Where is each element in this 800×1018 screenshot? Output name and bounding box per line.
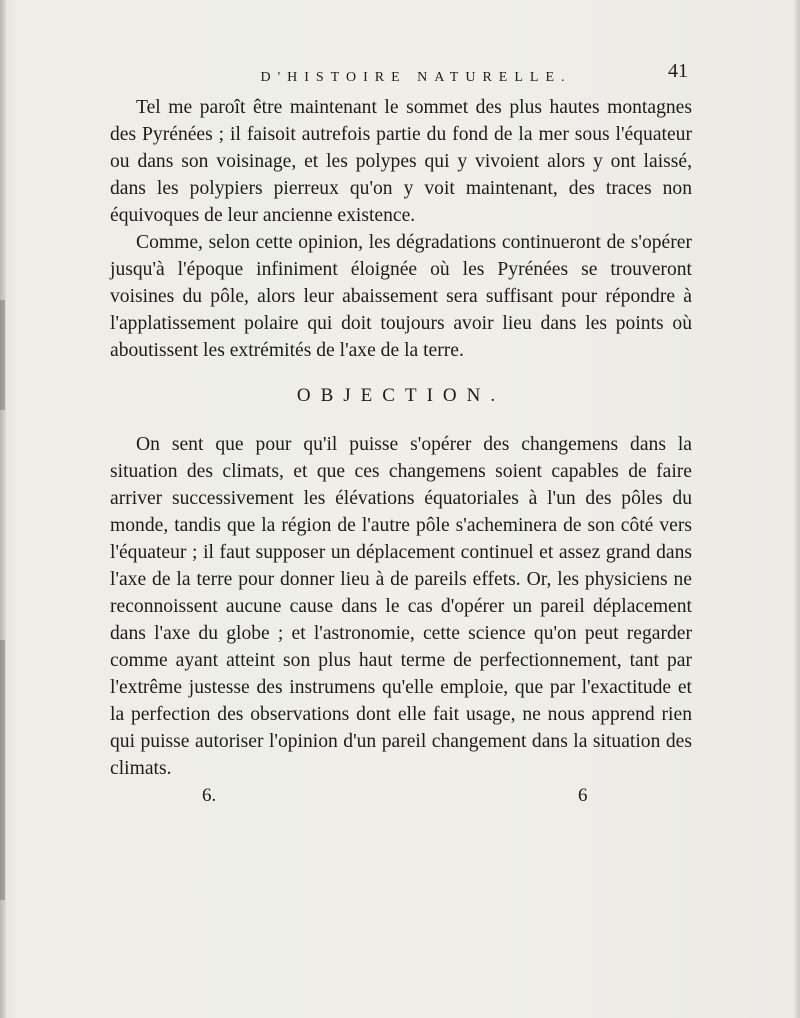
paragraph-3-text: On sent que pour qu'il puisse s'opérer des changemens dans la situation des climats, et que ces changemens soient capables de faire arriver successivement les élévations équatoriales à l'un des pôles du monde, tandis que la région de l'autre pôle s'acheminera de son côté vers l'équateur ; il faut supposer un déplacement continuel et assez grand dans l'axe de la terre pour donner lieu à de pareils effets. Or, les physiciens ne reconnoissent aucune cause dans le cas d'opérer un pareil déplacement dans l'axe du globe ; et l'astronomie, cette science qu'on peut regarder comme ayant atteint son plus haut terme de perfectionnement, tant par l'extrême justesse des instrumens qu'elle emploie, que par l'exactitude et la perfection des observations dont elle fait usage, ne nous apprend rien qui puisse autoriser l'opinion d'un pareil changement dans la situation des climats.	[110, 434, 692, 779]
section-heading: OBJECTION.	[296, 385, 506, 406]
running-head	[110, 60, 692, 94]
paragraph-1	[110, 94, 692, 229]
signature-mark-left: 6.	[202, 785, 217, 806]
edge-stain	[0, 300, 5, 410]
paragraph-2	[110, 229, 692, 364]
page-number: 41	[668, 60, 688, 82]
paragraph-3	[110, 431, 692, 782]
paragraph-2-text: Comme, selon cette opinion, les dégradations continueront de s'opérer jusqu'à l'époque infiniment éloignée où les Pyrénées se trouveront voisines du pôle, alors leur abaissement sera suffisant pour répondre à l'applatissement polaire qui doit toujours avoir lieu dans les points où aboutissent les extrémités de l'axe de la terre.	[110, 232, 692, 361]
signature-mark-right: 6	[578, 785, 588, 806]
page-edge-shadow	[794, 0, 800, 1018]
edge-stain	[0, 640, 5, 900]
signature-line	[110, 782, 692, 808]
running-head-title: D'HISTOIRE NATURELLE.	[260, 70, 572, 85]
paragraph-1-text: Tel me paroît être maintenant le sommet des plus hautes montagnes des Pyrénées ; il faisoit autrefois partie du fond de la mer sous l'équateur ou dans son voisinage, et les polypes qui y vivoient alors y ont laissé, dans les polypiers pierreux qu'on y voit maintenant, des traces non équivoques de leur ancienne existence.	[110, 97, 692, 226]
text-block	[110, 60, 692, 808]
